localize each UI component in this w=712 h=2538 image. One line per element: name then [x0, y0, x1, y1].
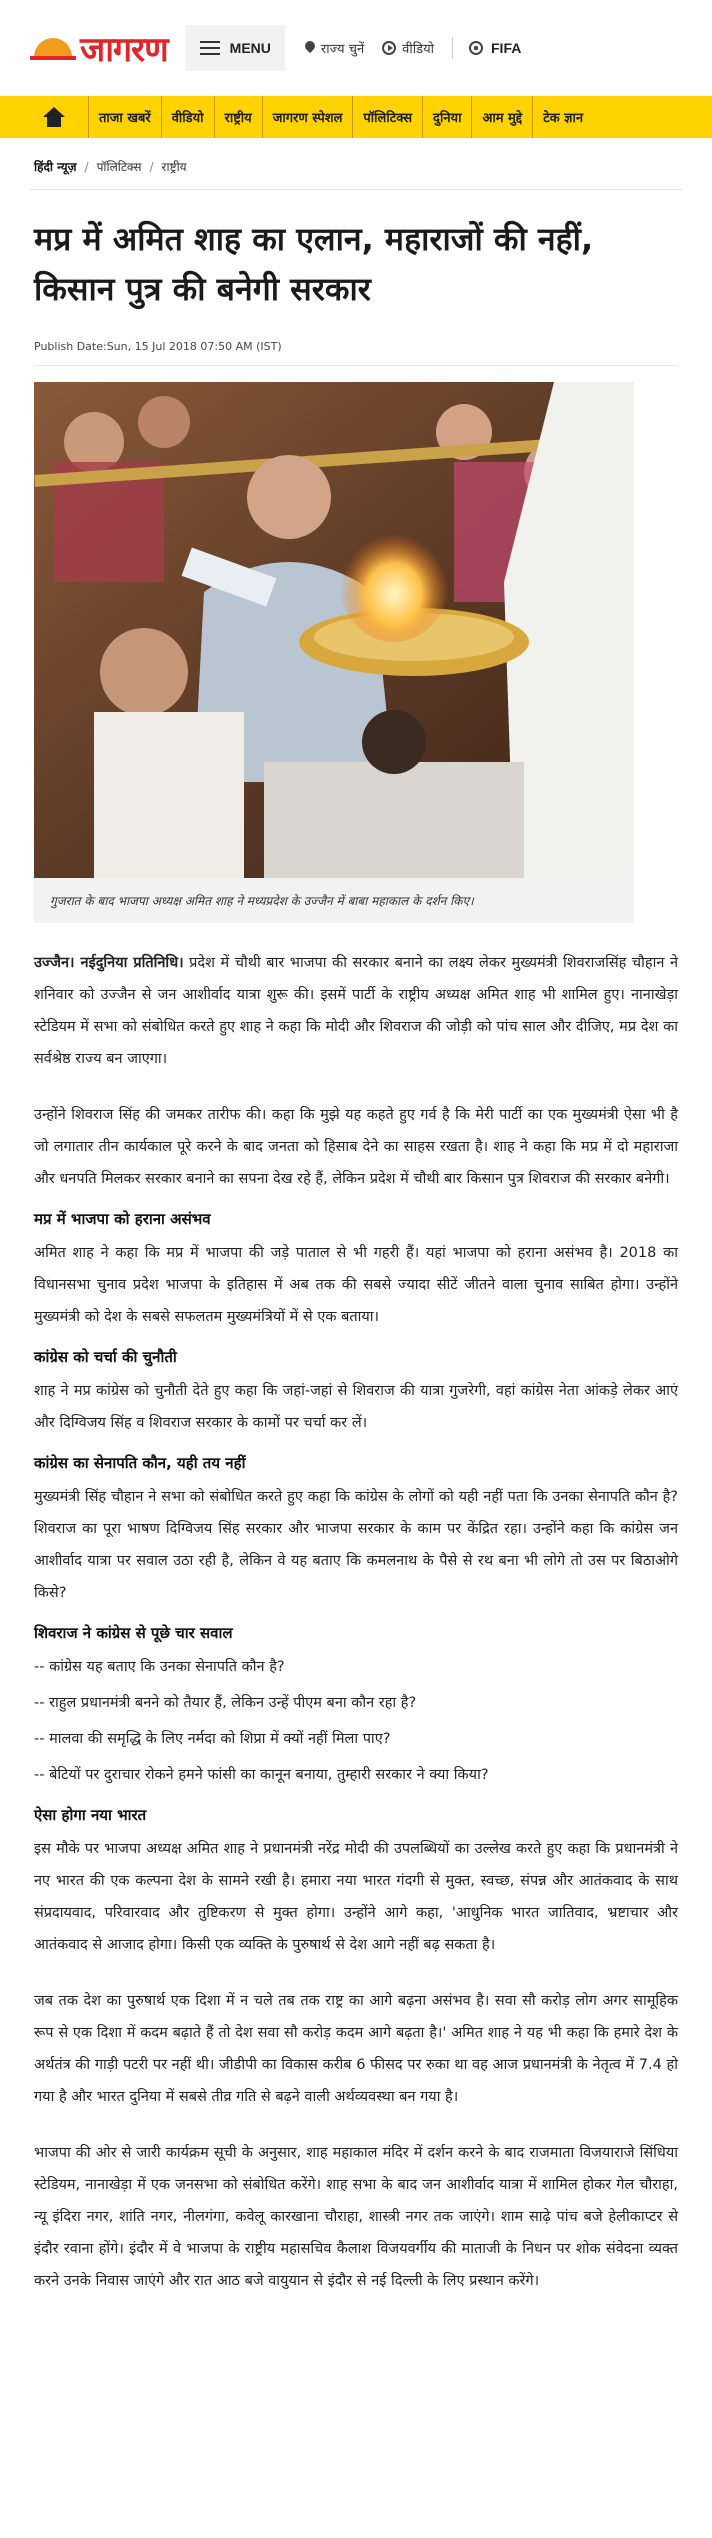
- article-paragraph: उन्होंने शिवराज सिंह की जमकर तारीफ की। कहा कि मुझे यह कहते हुए गर्व है कि मेरी पार्टी का एक मुख्यमंत्री ऐसा भी है जो लगातार तीन कार्यकाल पूरे करने के बाद जनता को हिसाब देने का साहस रखता है। शाह ने कहा कि मप्र में दो महाराजा और धनपति मिलकर सरकार बनाने का सपना देख रहे हैं, लेकिन प्रदेश में चौथी बार किसान पुत्र शिवराज की सरकार बनेगी।: [34, 1107, 678, 1187]
- nav-item-national[interactable]: राष्ट्रीय: [214, 96, 262, 138]
- breadcrumb-separator: /: [149, 159, 154, 174]
- nav-item-common-issues[interactable]: आम मुद्दे: [471, 96, 532, 138]
- logo-text: जागरण: [80, 30, 168, 70]
- home-icon: [43, 107, 65, 127]
- nav-item-world[interactable]: दुनिया: [422, 96, 471, 138]
- breadcrumb: [30, 144, 682, 190]
- nav-home-button[interactable]: [26, 96, 82, 138]
- article: [0, 214, 712, 2297]
- question-item: -- राहुल प्रधानमंत्री बनने को तैयार हैं, लेकिन उन्हें पीएम बना कौन रहा है?: [34, 1695, 417, 1711]
- header-divider: [452, 37, 453, 59]
- location-pin-icon: [305, 41, 315, 55]
- article-subheading: ऐसा होगा नया भारत: [34, 1806, 147, 1824]
- nav-item-video[interactable]: वीडियो: [161, 96, 214, 138]
- article-paragraph: इस मौके पर भाजपा अध्यक्ष अमित शाह ने प्रधानमंत्री नरेंद्र मोदी की उपलब्धियों का उल्लेख करते हुए कहा कि प्रधानमंत्री ने नए भारत की एक कल्पना देश के सामने रखी है। हमारा नया भारत गंदगी से मुक्त, स्वच्छ, संपन्न और आतंकवाद के साथ संप्रदायवाद, परिवारवाद और तुष्टिकरण से मुक्त होगा। उन्होंने आगे कहा, 'आधुनिक भारत जातिवाद, भ्रष्टाचार और आतंकवाद से आजाद होगा। किसी एक व्यक्ति के पुरुषार्थ से देश आगे नहीं बढ़ सकता है।: [34, 1841, 678, 1953]
- fifa-link[interactable]: [469, 40, 521, 56]
- breadcrumb-national[interactable]: राष्ट्रीय: [161, 160, 187, 174]
- main-nav: [0, 96, 712, 138]
- question-item: -- मालवा की समृद्धि के लिए नर्मदा को शिप्रा में क्यों नहीं मिला पाए?: [34, 1731, 391, 1747]
- article-headline: मप्र में अमित शाह का एलान, महाराजों की नहीं, किसान पुत्र की बनेगी सरकार: [34, 220, 594, 308]
- article-paragraph-text: प्रदेश में चौथी बार भाजपा की सरकार बनाने का लक्ष्य लेकर मुख्यमंत्री शिवराजसिंह चौहान ने शनिवार को उज्जैन से जन आशीर्वाद यात्रा शुरू की। इसमें पार्टी के राष्ट्रीय अध्यक्ष अमित शाह भी शामिल हुए। नानाखेड़ा स्टेडियम में सभा को संबोधित करते हुए शाह ने कहा कि मोदी और शिवराज की जोड़ी को पांच साल और दीजिए, मप्र देश का सर्वश्रेष्ठ राज्य बन जाएगा।: [34, 955, 678, 1067]
- state-select-label: राज्य चुनें: [320, 42, 365, 57]
- article-subheading: मप्र में भाजपा को हराना असंभव: [34, 1210, 211, 1228]
- article-paragraph: मुख्यमंत्री सिंह चौहान ने सभा को संबोधित करते हुए कहा कि कांग्रेस के लोगों को यही नहीं पता कि उनका सेनापति कौन है? शिवराज का पूरा भाषण दिग्विजय सिंह सरकार और भाजपा सरकार के काम पर केंद्रित रहा। उन्होंने कहा कि कांग्रेस जन आशीर्वाद यात्रा पर सवाल उठा रही है, लेकिन वे यह बताए कि कमलनाथ के पैसे से रथ बना भी लोगे तो उस पर बिठाओगे किसे?: [34, 1489, 678, 1601]
- nav-item-latest[interactable]: ताजा खबरें: [88, 96, 161, 138]
- menu-button[interactable]: [186, 25, 285, 71]
- video-link[interactable]: [382, 39, 434, 57]
- logo-sun-icon: [30, 36, 76, 60]
- breadcrumb-politics[interactable]: पॉलिटिक्स: [96, 160, 142, 174]
- state-select-link[interactable]: [305, 39, 364, 57]
- article-paragraph: अमित शाह ने कहा कि मप्र में भाजपा की जड़े पाताल से भी गहरी हैं। यहां भाजपा को हराना असंभव है। 2018 का विधानसभा चुनाव प्रदेश भाजपा के इतिहास में अब तक की सबसे ज्यादा सीटें जीतने वाला चुनाव साबित होगा। उन्होंने मुख्यमंत्री को देश के सबसे सफलतम मुख्यमंत्रियों में से एक बताया।: [34, 1245, 678, 1325]
- site-logo[interactable]: [30, 16, 168, 80]
- article-paragraph: जब तक देश का पुरुषार्थ एक दिशा में न चले तब तक राष्ट्र का आगे बढ़ना असंभव है। सवा सौ करोड़ लोग अगर सामूहिक रूप से एक दिशा में कदम बढ़ाते हैं तो देश सवा सौ करोड़ कदम आगे बढ़ता है।' अमित शाह ने यह भी कहा कि हमारे देश के अर्थतंत्र की गाड़ी पटरी पर नहीं थी। जीडीपी का विकास करीब 6 फीसद पर रुका था वह आज प्रधानमंत्री के नेतृत्व में 7.4 हो गया है और भारत दुनिया में सबसे तीव्र गति से बढ़ने वाली अर्थव्यवस्था बन गया है।: [34, 1993, 678, 2105]
- question-item: -- बेटियों पर दुराचार रोकने हमने फांसी का कानून बनाया, तुम्हारी सरकार ने क्या किया?: [34, 1767, 489, 1783]
- video-link-label: वीडियो: [402, 42, 434, 57]
- play-icon: [382, 41, 396, 55]
- article-subheading: कांग्रेस को चर्चा की चुनौती: [34, 1348, 177, 1366]
- breadcrumb-hindi-news[interactable]: हिंदी न्यूज़: [34, 160, 77, 174]
- fifa-link-label: FIFA: [491, 40, 522, 56]
- article-paragraph: [34, 947, 678, 1075]
- menu-label: MENU: [229, 40, 271, 56]
- site-header: [0, 0, 712, 96]
- article-hero-image: [34, 382, 634, 878]
- article-subheading: कांग्रेस का सेनापति कौन, यही तय नहीं: [34, 1454, 246, 1472]
- question-item: -- कांग्रेस यह बताए कि उनका सेनापति कौन है?: [34, 1659, 285, 1675]
- nav-item-politics[interactable]: पॉलिटिक्स: [352, 96, 422, 138]
- article-paragraph: शाह ने मप्र कांग्रेस को चुनौती देते हुए कहा कि जहां-जहां से शिवराज की यात्रा गुजरेगी, वहां कांग्रेस नेता आंकड़े लेकर आएं और दिग्विजय सिंह व शिवराज सरकार के कामों पर चर्चा कर लें।: [34, 1383, 678, 1431]
- nav-item-jagran-special[interactable]: जागरण स्पेशल: [262, 96, 353, 138]
- article-subheading: शिवराज ने कांग्रेस से पूछे चार सवाल: [34, 1624, 233, 1642]
- breadcrumb-separator: /: [84, 159, 89, 174]
- image-caption: गुजरात के बाद भाजपा अध्यक्ष अमित शाह ने मध्यप्रदेश के उज्जैन में बाबा महाकाल के दर्शन किए।: [34, 878, 634, 923]
- hamburger-icon: [200, 41, 220, 55]
- nav-item-tech[interactable]: टेक ज्ञान: [532, 96, 593, 138]
- article-dateline: उज्जैन। नईदुनिया प्रतिनिधि।: [34, 955, 184, 971]
- publish-date: Publish Date:Sun, 15 Jul 2018 07:50 AM (IST): [34, 340, 678, 366]
- article-paragraph: भाजपा की ओर से जारी कार्यक्रम सूची के अनुसार, शाह महाकाल मंदिर में दर्शन करने के बाद राजमाता विजयाराजे सिंधिया स्टेडियम, नानाखेड़ा में एक जनसभा को संबोधित करेंगे। शाह सभा के बाद जन आशीर्वाद यात्रा में शामिल होकर गेल चौराहा, न्यू इंदिरा नगर, शांति नगर, नीलगंगा, कवेलू कारखाना चौराहा, शास्त्री नगर तक जाएंगे। शाम साढ़े पांच बजे हेलीकाप्टर से इंदौर रवाना होंगे। इंदौर में वे भाजपा के राष्ट्रीय महासचिव कैलाश विजयवर्गीय की माताजी के निधन पर शोक संवेदना व्यक्त करने उनके निवास जाएंगे और रात आठ बजे वायुयान से इंदौर से नई दिल्ली के लिए प्रस्थान करेंगे।: [34, 2145, 678, 2289]
- football-icon: [469, 41, 483, 55]
